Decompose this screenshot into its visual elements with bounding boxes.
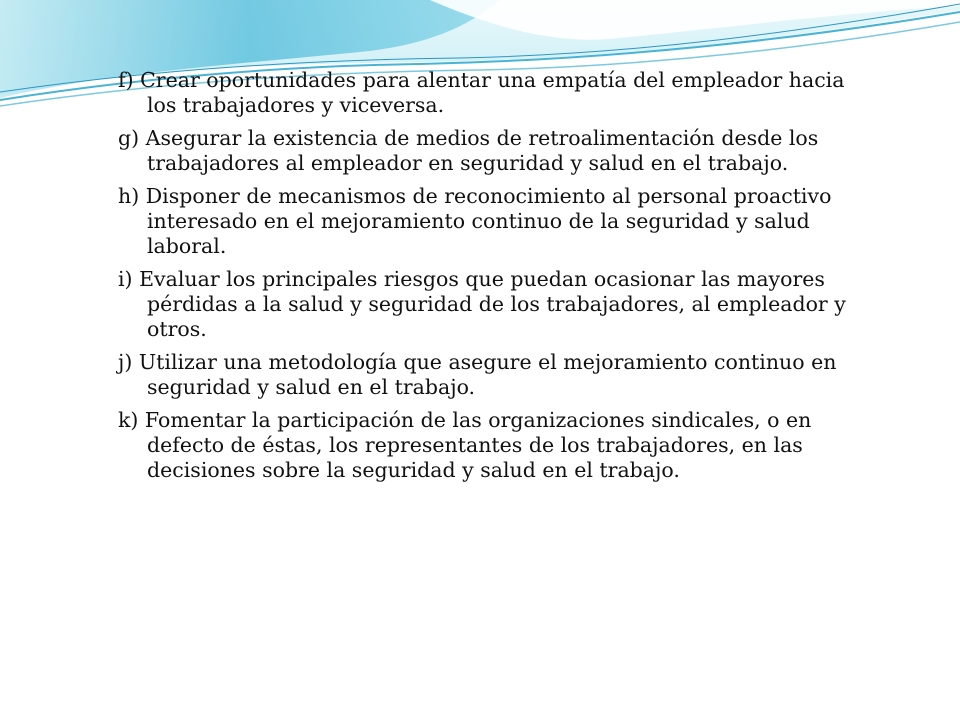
list-item: f) Crear oportunidades para alentar una empatía del empleador hacia los trabajadores y viceversa. [118, 68, 845, 117]
list-item: k) Fomentar la participación de las organizaciones sindicales, o en defecto de éstas, los representantes de los trabajadores, en las decisiones sobre la seguridad y salud en el trabajo. [118, 408, 812, 482]
slide-body [118, 68, 878, 491]
list-item: i) Evaluar los principales riesgos que puedan ocasionar las mayores pérdidas a la salud y seguridad de los trabajadores, al empleador y otros. [118, 267, 846, 341]
list-item: g) Asegurar la existencia de medios de retroalimentación desde los trabajadores al empleador en seguridad y salud en el trabajo. [118, 126, 819, 175]
list-item: j) Utilizar una metodología que asegure el mejoramiento continuo en seguridad y salud en el trabajo. [118, 350, 837, 399]
list-item: h) Disponer de mecanismos de reconocimiento al personal proactivo interesado en el mejoramiento continuo de la seguridad y salud laboral. [118, 184, 832, 258]
